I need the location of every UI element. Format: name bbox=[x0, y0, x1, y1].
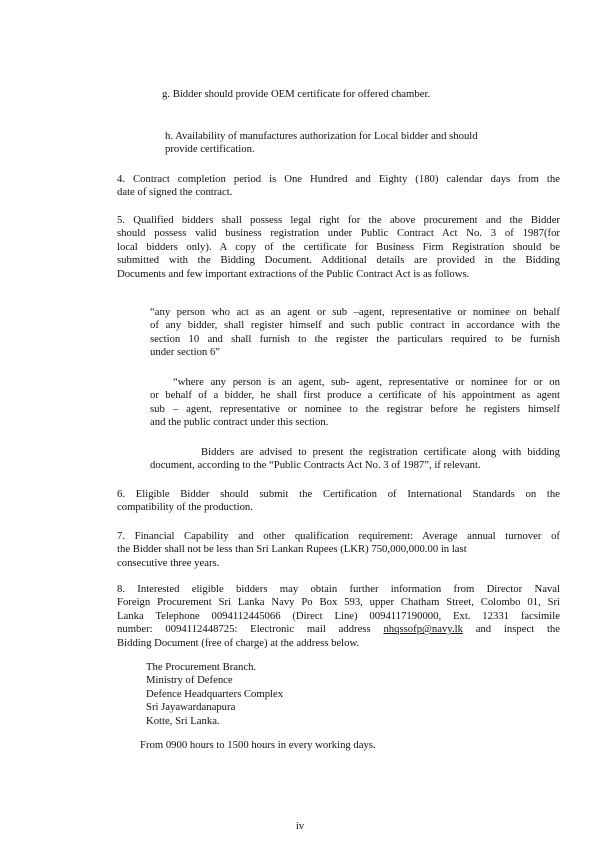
quote-agent-certificate bbox=[150, 376, 560, 430]
bidders-advice bbox=[150, 446, 560, 473]
paragraph-4-line1: 4. Contract completion period is One Hundred and Eighty (180) calendar days from the bbox=[117, 173, 560, 185]
paragraph-5-line5: Documents and few important extractions of the Public Contract Act is as follows. bbox=[117, 267, 470, 280]
quote2-line4: and the public contract under this section. bbox=[150, 416, 329, 429]
paragraph-8-line5: Bidding Document (free of charge) at the address below. bbox=[117, 636, 360, 649]
paragraph-5-line1: 5. Qualified bidders shall possess legal right for the above procurement and the Bidder bbox=[117, 214, 560, 226]
quote2-line1: “where any person is an agent, sub- agent, representative or nominee for or on bbox=[173, 376, 560, 388]
paragraph-4-line2: date of signed the contract. bbox=[117, 186, 233, 199]
paragraph-6 bbox=[117, 488, 560, 515]
paragraph-5-line2: should possess valid business registration under Public Contract Act No. 3 of 1987(for bbox=[117, 227, 560, 240]
quote1-line1: “any person who act as an agent or sub –agent, representative or nominee on behalf bbox=[150, 306, 560, 318]
paragraph-6-line1: 6. Eligible Bidder should submit the Certification of International Standards on the bbox=[117, 488, 560, 500]
address-line1: The Procurement Branch. bbox=[146, 661, 257, 673]
paragraph-8-line3: Lanka Telephone 0094112445066 (Direct Line) 0094117190000, Ext. 12331 facsimile bbox=[117, 609, 560, 622]
quote1-line4: under section 6” bbox=[150, 346, 221, 359]
quote2-line3: sub – agent, representative or nominee to the registrar before he registers himself bbox=[150, 402, 560, 415]
email-link[interactable]: nhqssofp@navy.lk bbox=[383, 623, 463, 636]
item-g bbox=[162, 88, 522, 101]
address-line4: Sri Jayawardanapura bbox=[146, 701, 236, 714]
advice-line2: document, according to the “Public Contracts Act No. 3 of 1987”, if relevant. bbox=[150, 459, 481, 472]
office-hours bbox=[140, 739, 560, 752]
paragraph-7-line1: 7. Financial Capability and other qualification requirement: Average annual turnover of bbox=[117, 530, 560, 542]
paragraph-7 bbox=[117, 530, 560, 570]
page-number: iv bbox=[295, 820, 305, 832]
paragraph-7-line2: the Bidder shall not be less than Sri Lankan Rupees (LKR) 750,000,000.00 in last bbox=[117, 543, 467, 556]
paragraph-8-line2: Foreign Procurement Sri Lanka Navy Po Box 593, upper Chatham Street, Colombo 01, Sri bbox=[117, 596, 560, 609]
quote-agent-registration bbox=[150, 306, 560, 360]
paragraph-8 bbox=[117, 583, 560, 650]
item-h-line2: provide certification. bbox=[165, 143, 255, 156]
address-line5: Kotte, Sri Lanka. bbox=[146, 714, 220, 727]
paragraph-5 bbox=[117, 214, 560, 281]
paragraph-5-line3: local bidders only). A copy of the certificate for Business Firm Registration should be bbox=[117, 240, 560, 253]
address-line2: Ministry of Defence bbox=[146, 674, 233, 687]
procurement-address bbox=[146, 661, 283, 728]
quote1-line2: of any bidder, shall register himself and such public contract in accordance with the bbox=[150, 319, 560, 332]
item-g-text: g. Bidder should provide OEM certificate for offered chamber. bbox=[162, 88, 431, 100]
paragraph-6-line2: compatibility of the production. bbox=[117, 501, 253, 514]
advice-line1: Bidders are advised to present the registration certificate along with bidding bbox=[201, 446, 560, 458]
quote1-line3: section 10 and shall furnish to the register the particulars required to be furnish bbox=[150, 332, 560, 345]
paragraph-7-line3: consecutive three years. bbox=[117, 556, 220, 569]
item-h-line1: h. Availability of manufactures authorization for Local bidder and should bbox=[165, 130, 478, 142]
paragraph-8-line4 bbox=[117, 623, 560, 636]
paragraph-8-line4-suffix: and inspect the bbox=[462, 623, 560, 636]
item-h bbox=[165, 130, 535, 157]
paragraph-4 bbox=[117, 173, 560, 200]
paragraph-8-line1: 8. Interested eligible bidders may obtain further information from Director Naval bbox=[117, 583, 560, 595]
quote2-line2: or behalf of a bidder, he shall first produce a certificate of his appointment as agent bbox=[150, 389, 560, 402]
paragraph-8-line4-text: number: 0094112448725: Electronic mail address bbox=[117, 623, 384, 636]
paragraph-5-line4: submitted with the Bidding Document. Additional details are provided in the Bidding bbox=[117, 254, 560, 267]
office-hours-text: From 0900 hours to 1500 hours in every working days. bbox=[140, 739, 376, 751]
address-line3: Defence Headquarters Complex bbox=[146, 687, 284, 700]
